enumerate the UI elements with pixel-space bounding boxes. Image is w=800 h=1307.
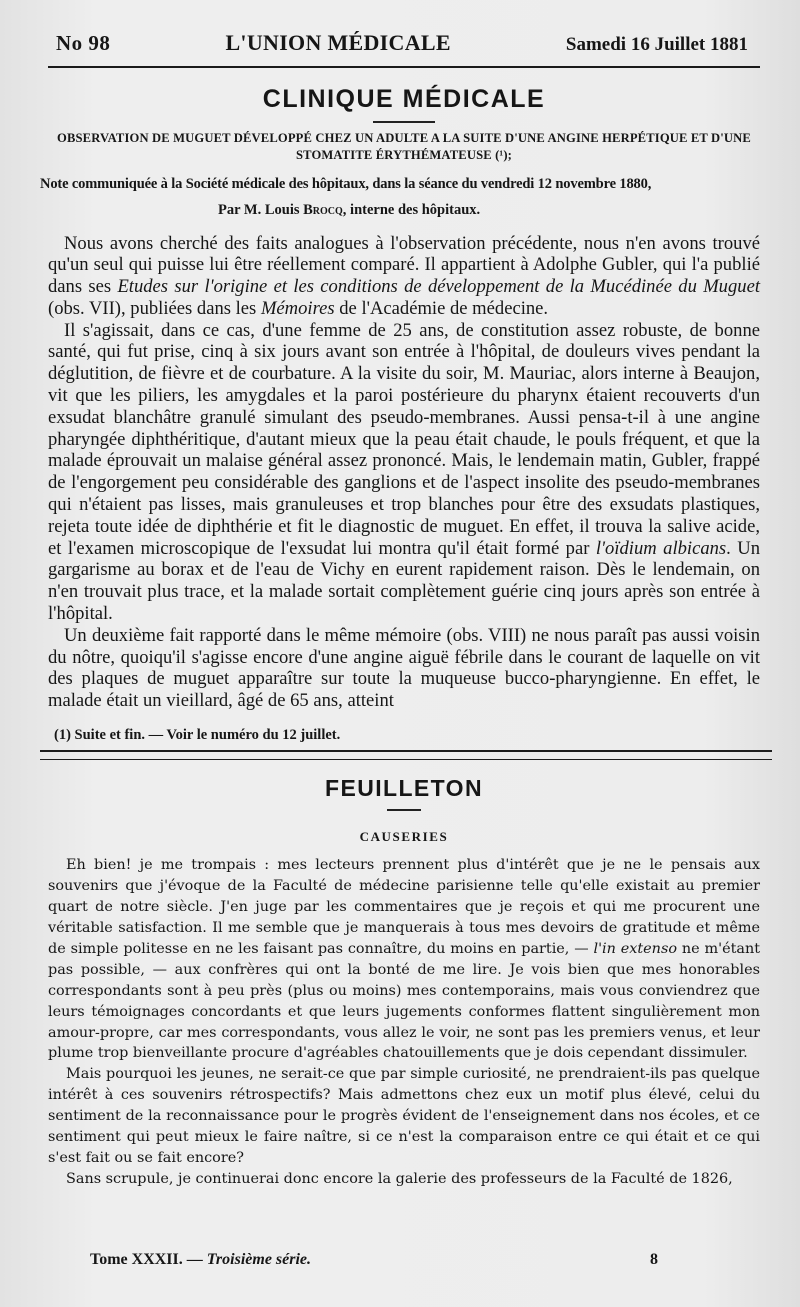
double-divider (40, 750, 772, 760)
text-span: de l'Académie de médecine. (334, 297, 549, 319)
feuilleton-paragraph-2: Mais pourquoi les jeunes, ne serait-ce que par simple curiosité, ne prendraient-ils pas quelque intérêt à ces souvenirs rétrospectifs? Mais admettons chez eux un motif plus élevé, celui du sentiment de la reconnaissance pour le progrès évident de l'enseignement dans nos écoles, et ce sentiment qui peut mieux le faire naître, si ce n'est la comparaison entre ce qui était et ce qui s'est fait ou se fait encore? (48, 1066, 760, 1167)
journal-reference: Mémoires (260, 297, 335, 319)
text-span: (obs. VII), publiées dans les (48, 297, 261, 319)
footnote: (1) Suite et fin. — Voir le numéro du 12 juillet. (54, 727, 341, 744)
feuilleton-body (48, 855, 760, 1190)
section-divider (373, 121, 435, 123)
page-footer (90, 1251, 658, 1269)
feuilleton-section-title: FEUILLETON (325, 775, 483, 802)
volume-info (90, 1251, 311, 1269)
feuilleton-divider (387, 809, 421, 811)
text-span: ne m'étant pas possible, — aux confrères qui ont la bonté de me lire. Je vois bien que mes honorables correspondants sont à peu près (plus ou moins) mes contemporains, mais vous conviendrez que leurs témoignages concordants et que leurs jugements conformes flattent singulièrement mon amour-propre, car mes correspondants, vous allez le voir, ne sont pas les premiers venus, et leur plume trop bienveillante procure d'agréables chatouillements que je dois cependant dissimuler. (48, 940, 760, 1062)
article-note: Note communiquée à la Société médicale des hôpitaux, dans la séance du vendredi 12 novembre 1880, (40, 175, 652, 192)
issue-date: Samedi 16 Juillet 1881 (565, 34, 748, 55)
page-number: 8 (650, 1251, 658, 1268)
feuilleton-paragraph-1 (48, 855, 760, 1064)
author-name: Brocq (303, 201, 343, 218)
article-author (218, 200, 760, 220)
author-suffix: , interne des hôpitaux. (342, 201, 481, 218)
article-title: OBSERVATION DE MUGUET DÉVELOPPÉ CHEZ UN ADULTE A LA SUITE D'UNE ANGINE HERPÉTIQUE ET D'UNE STOMATITE ÉRYTHÉMATEUSE (¹); (57, 130, 751, 162)
text-span: Eh bien! je me trompais : mes lecteurs prennent plus d'intérêt que je ne le pensais aux souvenirs que j'évoque de la Faculté de médecine parisienne telle qu'elle existait au premier quart de notre siècle. J'en juge par les commentaires que je reçois et qui me procurent une véritable satisfaction. Il me semble que je manquerais à tous mes devoirs de gratitude et même de simple politesse en ne les faisant pas connaître, du moins en partie, — (48, 857, 760, 957)
text-span: Nous avons cherché des faits analogues à l'observation précédente, nous n'en avons trouvé qu'un seul qui puisse lui être réellement comparé. Il appartient à Adolphe Gubler, qui l'a publié dans ses (48, 232, 760, 298)
volume-label: Tome XXXII. — (90, 1251, 207, 1268)
issue-number: No 98 (56, 31, 111, 55)
latin-phrase: l'in extenso (593, 940, 677, 957)
page-header (48, 30, 760, 68)
clinique-paragraph-2 (48, 320, 760, 625)
clinique-body (48, 233, 760, 713)
text-span: Il s'agissait, dans ce cas, d'une femme de 25 ans, de constitution assez robuste, de bonne santé, qui fut prise, cinq à six jours avant son entrée à l'hôpital, de douleurs vives pendant la déglutition, de fièvre et de courbature. A la visite du soir, M. Mauriac, alors interne à Beaujon, vit que les piliers, les amygdales et la paroi postérieure du pharynx étaient recouverts d'un exsudat blanchâtre granulé simulant des pseudo-membranes. Aussi pensa-t-il à une angine pharyngée diphthéritique, d'autant mieux que la peau était chaude, le pouls fréquent, et que la malade éprouvait un malaise général assez prononcé. Mais, le lendemain matin, Gubler, frappé de l'engorgement peu considérable des ganglions et de l'aspect insolite des pseudo-membranes qui n'étaient pas lisses, mais granuleuses et trop blanches pour être des exsudats plastiques, rejeta toute idée de diphthérie et fit le diagnostic de muguet. En effet, il trouva la salive acide, et l'examen microscopique de l'exsudat lui montra qu'il était formé par (48, 319, 760, 559)
feuilleton-subtitle: CAUSERIES (359, 829, 449, 845)
clinique-section-title: CLINIQUE MÉDICALE (262, 85, 546, 113)
clinique-paragraph-3: Un deuxième fait rapporté dans le même mémoire (obs. VIII) ne nous paraît pas aussi voisin du nôtre, quoiqu'il s'agisse encore d'une angine aiguë fébrile dans le courant de laquelle on vit des plaques de muguet apparaître sur toute la muqueuse bucco-pharyngienne. En effet, le malade était un vieillard, âgé de 65 ans, atteint (48, 624, 760, 712)
clinique-paragraph-1 (48, 233, 760, 320)
text-span: . Un gargarisme au borax et de l'eau de Vichy en eurent rapidement raison. Dès le lendemain, on n'en trouvait plus trace, et la malade sortait complètement guérie cinq jours après son entrée à l'hôpital. (48, 537, 760, 625)
author-prefix: Par M. Louis (218, 201, 304, 218)
species-name: l'oïdium albicans (595, 537, 727, 559)
feuilleton-paragraph-3: Sans scrupule, je continuerai donc encore la galerie des professeurs de la Faculté de 1826, (66, 1170, 733, 1187)
book-title: Etudes sur l'origine et les conditions de développement de la Mucédinée du Muguet (117, 276, 760, 298)
journal-title: L'UNION MÉDICALE (225, 30, 451, 55)
series-label: Troisième série. (206, 1251, 312, 1268)
